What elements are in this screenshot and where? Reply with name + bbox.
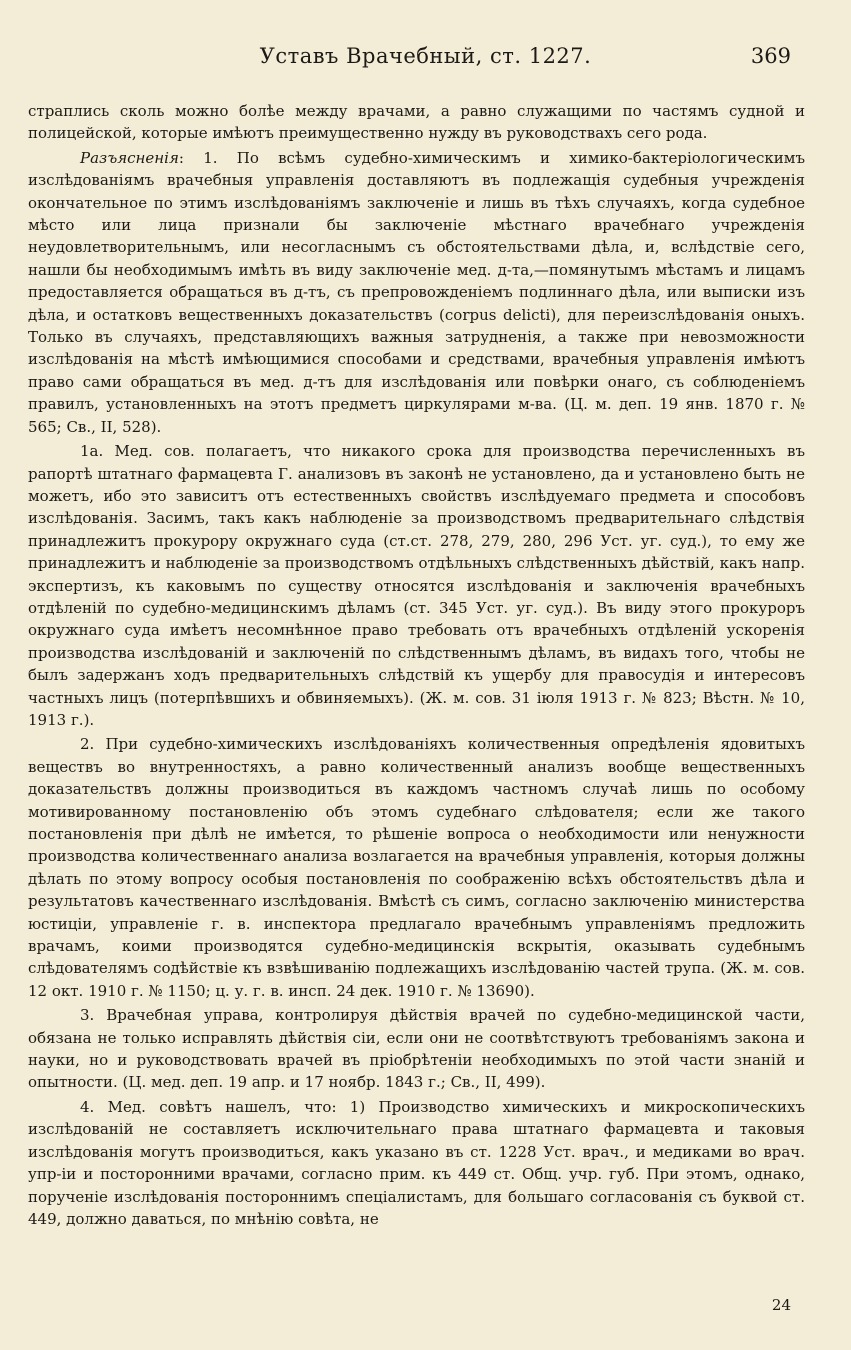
page-header	[0, 44, 851, 74]
paragraph-text: 4. Мед. совѣтъ нашелъ, что: 1) Производство химическихъ и микроскопическихъ изслѣдованій не составляетъ исключительнаго права штатнаго фармацевта и таковыя изслѣдованія могутъ производиться, какъ указано въ ст. 1228 Уст. врач., и медиками во врач. упр-іи и посторонними врачами, согласно прим. къ 449 ст. Общ. учр. губ. При этомъ, однако, порученіе изслѣдованія постороннимъ спеціалистамъ, для большаго согласованія съ буквой ст. 449, должно даваться, по мнѣнію совѣта, не	[28, 1097, 805, 1228]
paragraph-text: 1а. Мед. сов. полагаетъ, что никакого срока для производства перечисленныхъ въ рапортѣ штатнаго фармацевта Г. анализовъ въ законѣ не установлено, да и установлено быть не можетъ, ибо это зависитъ отъ естественныхъ свойствъ изслѣдуемаго предмета и способовъ изслѣдованія. Засимъ, такъ какъ наблюденіе за производствомъ предварительнаго слѣдствія принадлежитъ прокурору окружнаго суда (ст.ст. 278, 279, 280, 296 Уст. уг. суд.), то ему же принадлежитъ и наблюденіе за производствомъ отдѣльныхъ слѣдственныхъ дѣйствій, какъ напр. экспертизъ, къ каковымъ по существу относятся изслѣдованія и заключенія врачебныхъ отдѣленій по судебно-медицинскимъ дѣламъ (ст. 345 Уст. уг. суд.). Въ виду этого прокуроръ окружнаго суда имѣетъ несомнѣнное право требовать отъ врачебныхъ отдѣленій ускоренія производства изслѣдованій и заключеній по слѣдственнымъ дѣламъ, въ видахъ того, чтобы не былъ задержанъ ходъ предварительныхъ слѣдствій къ ущербу для правосудія и интересовъ частныхъ лицъ (потерпѣвшихъ и обвиняемыхъ). (Ж. м. сов. 31 іюля 1913 г. № 823; Вѣстн. № 10, 1913 г.).	[28, 442, 805, 729]
paragraph	[28, 733, 805, 1002]
paragraph	[28, 440, 805, 731]
page-number: 369	[750, 44, 791, 68]
paragraph-text: страплись сколь можно болѣе между врачами, а равно служащими по частямъ судной и полицейской, которые имѣютъ преимущественно нужду въ руководствахъ сего рода.	[28, 102, 805, 143]
running-title: Уставъ Врачебный, ст. 1227.	[259, 44, 592, 68]
paragraph	[28, 100, 805, 145]
paragraph-lead: Разъясненія	[80, 148, 179, 167]
paragraph-text: : 1. По всѣмъ судебно-химическимъ и химико-бактеріологическимъ изслѣдованіямъ врачебныя управленія доставляютъ въ подлежащія судебныя учрежденія окончательное по этимъ изслѣдованіямъ заключеніе и лишь въ тѣхъ случаяхъ, когда судебное мѣсто или лица признали бы заключеніе мѣстнаго врачебнаго учрежденія неудовлетворительнымъ, или несогласнымъ съ обстоятельствами дѣла, и, вслѣдствіе сего, нашли бы необходимымъ имѣть въ виду заключеніе мед. д-та,—помянутымъ мѣстамъ и лицамъ предоставляется обращаться въ д-тъ, съ препровожденіемъ подлиннаго дѣла, или выписки изъ дѣла, и остатковъ вещественныхъ доказательствъ (corpus delicti), для переизслѣдованія оныхъ. Только въ случаяхъ, представляющихъ важныя затрудненія, а также при невозможности изслѣдованія на мѣстѣ имѣющимися способами и средствами, врачебныя управленія имѣютъ право сами обращаться въ мед. д-тъ для изслѣдованія или повѣрки онаго, съ соблюденіемъ правилъ, установленныхъ на этотъ предметъ циркулярами м-ва. (Ц. м. деп. 19 янв. 1870 г. № 565; Св., II, 528).	[28, 148, 805, 436]
paragraph	[28, 1096, 805, 1230]
paragraph-text: 3. Врачебная управа, контролируя дѣйствія врачей по судебно-медицинской части, обязана не только исправлять дѣйствія сіи, если они не соотвѣтствуютъ требованіямъ закона и науки, но и руководствовать врачей въ пріобрѣтеніи необходимыхъ по этой части знаній и опытности. (Ц. мед. деп. 19 апр. и 17 ноябр. 1843 г.; Св., II, 499).	[28, 1006, 805, 1092]
paragraph	[28, 1004, 805, 1094]
paragraph-text: 2. При судебно-химическихъ изслѣдованіяхъ количественныя опредѣленія ядовитыхъ веществъ во внутренностяхъ, а равно количественный анализъ вообще вещественныхъ доказательствъ должны производиться въ каждомъ частномъ случаѣ лишь по особому мотивированному постановленію объ этомъ судебнаго слѣдователя; если же такого постановленія при дѣлѣ не имѣется, то рѣшеніе вопроса о необходимости или ненужности производства количественнаго анализа возлагается на врачебныя управленія, которыя должны дѣлать по этому вопросу особыя постановленія по соображенію всѣхъ обстоятельствъ дѣла и результатовъ качественнаго изслѣдованія. Вмѣстѣ съ симъ, согласно заключенію министерства юстиціи, управленіе г. в. инспектора предлагало врачебнымъ управленіямъ предложить врачамъ, коими производятся судебно-медицинскія вскрытія, оказывать судебнымъ слѣдователямъ содѣйствіе къ взвѣшиванію подлежащихъ изслѣдованію частей трупа. (Ж. м. сов. 12 окт. 1910 г. № 1150; ц. у. г. в. инсп. 24 дек. 1910 г. № 13690).	[28, 735, 805, 1000]
body-text	[28, 100, 805, 1230]
paragraph	[28, 147, 805, 438]
signature-mark: 24	[771, 1296, 791, 1314]
